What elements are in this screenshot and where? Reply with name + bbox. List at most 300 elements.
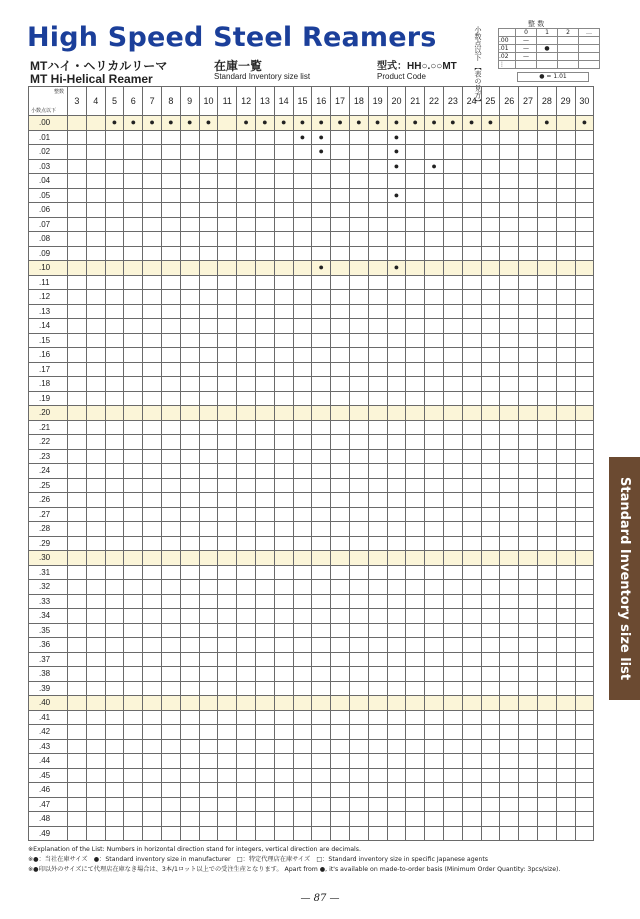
grid-cell [274,638,293,653]
grid-cell [143,159,162,174]
grid-cell [537,275,556,290]
table-row [29,507,594,522]
row-header-decimal: .34 [29,609,68,624]
grid-cell [519,681,538,696]
grid-cell [349,420,368,435]
grid-cell [180,377,199,392]
grid-cell [293,536,312,551]
grid-cell [481,667,500,682]
grid-cell [425,580,444,595]
grid-cell [500,826,519,841]
grid-cell [537,348,556,363]
grid-cell [575,580,594,595]
grid-cell [406,812,425,827]
grid-cell [199,420,218,435]
grid-cell [105,203,124,218]
grid-cell [331,464,350,479]
grid-cell [124,667,143,682]
grid-cell [105,275,124,290]
grid-cell [481,348,500,363]
grid-cell [68,362,87,377]
grid-cell [368,449,387,464]
grid-cell [519,145,538,160]
grid-cell [406,710,425,725]
grid-cell [143,536,162,551]
row-header-decimal: .39 [29,681,68,696]
grid-cell [500,551,519,566]
grid-cell [349,130,368,145]
legend-table [498,28,600,69]
grid-cell [180,362,199,377]
grid-cell [105,594,124,609]
grid-cell [161,551,180,566]
grid-cell [124,159,143,174]
grid-cell [293,464,312,479]
grid-cell [199,232,218,247]
grid-cell [180,623,199,638]
row-header-decimal: .37 [29,652,68,667]
table-row [29,435,594,450]
grid-cell [331,725,350,740]
grid-cell [180,130,199,145]
grid-cell [161,435,180,450]
grid-cell [143,797,162,812]
grid-cell [368,493,387,508]
grid-cell [124,217,143,232]
grid-cell [406,797,425,812]
grid-cell [218,725,237,740]
grid-cell [124,203,143,218]
grid-corner [29,87,68,116]
grid-cell [387,797,406,812]
column-header-integer: 22 [425,87,444,116]
grid-cell [387,174,406,189]
grid-cell [161,797,180,812]
grid-cell [199,696,218,711]
grid-cell [406,826,425,841]
grid-cell [143,667,162,682]
grid-cell [349,304,368,319]
grid-cell [537,580,556,595]
grid-cell [143,580,162,595]
grid-cell [293,246,312,261]
grid-cell [312,725,331,740]
grid-cell [218,348,237,363]
grid-cell [161,609,180,624]
legend-side-label: 小数点以下 【表の見方】 [474,26,482,106]
grid-cell [519,565,538,580]
grid-cell [105,507,124,522]
grid-cell [387,536,406,551]
grid-cell [443,754,462,769]
row-header-decimal: .22 [29,435,68,450]
grid-cell [86,232,105,247]
grid-cell [331,638,350,653]
grid-cell [143,493,162,508]
grid-cell [124,246,143,261]
grid-cell [124,826,143,841]
legend-col-header: 2 [558,29,579,37]
row-header-decimal: .36 [29,638,68,653]
grid-cell [406,493,425,508]
table-row [29,565,594,580]
product-name-en: MT Hi-Helical Reamer [30,72,153,86]
grid-cell [255,377,274,392]
grid-cell [500,377,519,392]
grid-cell [500,275,519,290]
grid-cell [68,594,87,609]
grid-cell [443,609,462,624]
grid-cell [199,754,218,769]
grid-cell [462,319,481,334]
grid-cell [293,377,312,392]
grid-cell [199,362,218,377]
grid-cell [349,478,368,493]
grid-cell [218,551,237,566]
grid-cell [556,464,575,479]
grid-cell [68,261,87,276]
grid-cell [500,623,519,638]
grid-cell [575,464,594,479]
grid-cell [481,768,500,783]
grid-cell [556,507,575,522]
grid-cell [293,478,312,493]
table-row [29,362,594,377]
grid-cell [537,449,556,464]
grid-cell [556,362,575,377]
grid-cell [462,681,481,696]
grid-cell [481,130,500,145]
grid-cell [537,406,556,421]
grid-cell [274,464,293,479]
grid-cell [331,667,350,682]
grid-cell [199,275,218,290]
grid-cell [161,768,180,783]
table-row [29,812,594,827]
grid-cell [312,667,331,682]
table-row [29,783,594,798]
grid-cell [180,638,199,653]
grid-cell [556,188,575,203]
grid-cell [368,681,387,696]
grid-cell [406,391,425,406]
grid-cell [481,261,500,276]
grid-cell [481,435,500,450]
grid-cell [161,536,180,551]
grid-cell [425,551,444,566]
grid-cell [331,522,350,537]
column-header-integer: 25 [481,87,500,116]
grid-cell [161,420,180,435]
grid-cell [180,435,199,450]
grid-cell [519,536,538,551]
grid-cell [86,464,105,479]
grid-cell [331,348,350,363]
grid-cell [199,290,218,305]
grid-cell [462,754,481,769]
grid-cell [312,797,331,812]
grid-cell [368,797,387,812]
grid-cell [443,391,462,406]
grid-cell [68,783,87,798]
grid-cell [575,145,594,160]
grid-cell [124,696,143,711]
grid-cell [556,493,575,508]
grid-cell [124,275,143,290]
legend-row-label: .01 [499,45,516,53]
grid-cell [500,290,519,305]
grid-cell [368,391,387,406]
grid-cell [105,391,124,406]
grid-cell [462,594,481,609]
grid-cell [237,174,256,189]
grid-cell [519,435,538,450]
grid-cell [180,159,199,174]
grid-cell [575,275,594,290]
grid-cell [274,768,293,783]
column-header-integer: 24 [462,87,481,116]
grid-cell [368,826,387,841]
grid-cell [519,319,538,334]
grid-cell [274,812,293,827]
grid-cell [387,507,406,522]
column-header-integer: 20 [387,87,406,116]
grid-cell [68,652,87,667]
grid-cell [575,290,594,305]
grid-cell [443,739,462,754]
grid-cell [105,696,124,711]
grid-cell [255,478,274,493]
grid-cell [293,420,312,435]
grid-cell [537,362,556,377]
grid-cell [425,304,444,319]
grid-cell [368,623,387,638]
grid-cell [481,377,500,392]
grid-cell [86,768,105,783]
grid-cell [519,304,538,319]
grid-cell [218,652,237,667]
grid-cell [406,130,425,145]
grid-cell [218,319,237,334]
grid-cell [481,478,500,493]
grid-cell [218,536,237,551]
grid-cell [425,145,444,160]
grid-cell [500,449,519,464]
grid-cell [293,725,312,740]
grid-cell [500,652,519,667]
row-header-decimal: .35 [29,623,68,638]
footnote-line: ※●印以外のサイズにて代理店在庫なき場合は、3本/1ロット以上での受注生産となります。 Apart from ●, it's available on made-to-order basis (Minimum Order Quantity: 3pcs/size). [28,866,561,873]
grid-cell [425,406,444,421]
grid-cell [86,696,105,711]
grid-cell [519,623,538,638]
grid-cell [387,246,406,261]
grid-cell [218,667,237,682]
grid-cell [481,275,500,290]
grid-cell [105,783,124,798]
grid-cell [293,754,312,769]
grid-cell [462,739,481,754]
grid-cell [387,290,406,305]
grid-cell [312,232,331,247]
grid-cell [274,348,293,363]
grid-cell [500,478,519,493]
grid-cell [443,638,462,653]
grid-cell [443,420,462,435]
grid-cell [161,580,180,595]
grid-cell [519,290,538,305]
grid-cell [331,130,350,145]
column-header-integer: 6 [124,87,143,116]
grid-cell [180,275,199,290]
grid-cell [312,478,331,493]
grid-cell [387,319,406,334]
grid-cell [124,768,143,783]
stock-dot: ● [312,116,331,131]
grid-cell [331,652,350,667]
grid-cell [368,319,387,334]
grid-cell [143,696,162,711]
grid-cell [556,812,575,827]
grid-cell [575,130,594,145]
grid-cell [481,725,500,740]
grid-cell [519,174,538,189]
grid-cell [105,551,124,566]
grid-cell [537,638,556,653]
row-header-decimal: .42 [29,725,68,740]
grid-cell [387,478,406,493]
grid-cell [368,217,387,232]
grid-cell [349,783,368,798]
grid-cell [425,826,444,841]
grid-cell [312,536,331,551]
inventory-grid-wrapper [28,86,594,841]
grid-cell [481,754,500,769]
grid-cell [199,725,218,740]
grid-cell [199,261,218,276]
grid-cell [368,246,387,261]
grid-cell [312,580,331,595]
column-header-integer: 19 [368,87,387,116]
grid-cell [105,493,124,508]
grid-cell [68,406,87,421]
grid-cell [312,493,331,508]
grid-cell [105,362,124,377]
grid-cell [500,246,519,261]
grid-cell [274,362,293,377]
grid-cell [425,739,444,754]
table-row [29,449,594,464]
grid-cell [86,638,105,653]
grid-cell [180,754,199,769]
grid-cell [105,217,124,232]
grid-cell [255,522,274,537]
grid-cell [556,435,575,450]
grid-cell [161,667,180,682]
grid-cell [274,246,293,261]
grid-cell [481,812,500,827]
grid-cell [237,304,256,319]
grid-cell [556,768,575,783]
grid-cell [218,507,237,522]
table-row [29,710,594,725]
grid-cell [199,638,218,653]
grid-cell [237,319,256,334]
grid-cell [180,652,199,667]
grid-cell [274,826,293,841]
grid-cell [368,638,387,653]
grid-cell [349,406,368,421]
grid-cell [237,493,256,508]
grid-cell [86,493,105,508]
grid-cell [331,609,350,624]
grid-cell [237,522,256,537]
grid-cell [255,565,274,580]
grid-cell [218,261,237,276]
grid-cell [293,449,312,464]
grid-cell [575,754,594,769]
grid-cell [406,246,425,261]
grid-cell [105,174,124,189]
column-header-integer: 21 [406,87,425,116]
grid-cell [218,275,237,290]
grid-cell [218,406,237,421]
grid-cell [255,580,274,595]
grid-cell [406,261,425,276]
grid-cell [255,362,274,377]
table-row [29,261,594,276]
grid-cell [312,754,331,769]
grid-cell [331,275,350,290]
grid-cell [274,754,293,769]
grid-cell [255,246,274,261]
grid-cell [218,826,237,841]
grid-cell [161,812,180,827]
grid-cell [274,783,293,798]
grid-cell [86,348,105,363]
grid-cell [124,478,143,493]
grid-cell [143,594,162,609]
row-header-decimal: .09 [29,246,68,261]
grid-cell [556,290,575,305]
grid-cell [462,203,481,218]
table-row [29,304,594,319]
stock-dot: ● [406,116,425,131]
grid-cell [481,797,500,812]
grid-cell [406,377,425,392]
row-header-decimal: .19 [29,391,68,406]
grid-cell [255,826,274,841]
grid-cell [368,507,387,522]
grid-cell [556,739,575,754]
grid-cell [500,174,519,189]
grid-cell [462,478,481,493]
grid-cell [575,435,594,450]
grid-cell [180,812,199,827]
grid-cell [556,522,575,537]
grid-cell [86,797,105,812]
table-row [29,594,594,609]
grid-cell [368,464,387,479]
grid-cell [556,261,575,276]
grid-cell [519,464,538,479]
grid-cell [406,449,425,464]
row-header-decimal: .32 [29,580,68,595]
grid-cell [143,478,162,493]
grid-cell [180,478,199,493]
grid-cell [406,594,425,609]
grid-cell [312,217,331,232]
